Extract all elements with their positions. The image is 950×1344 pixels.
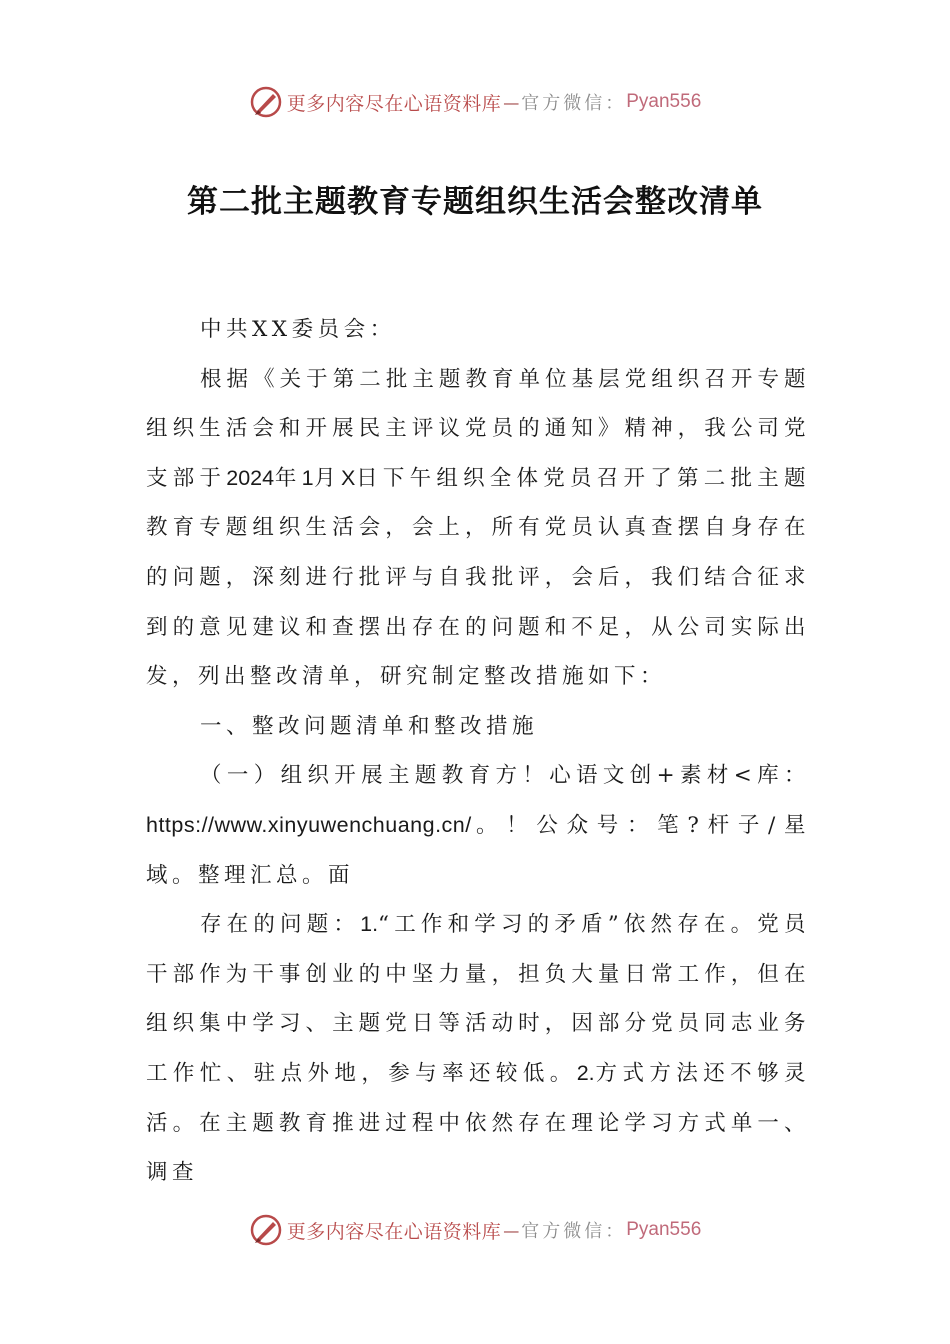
paragraph-problems: [146, 900, 810, 1198]
banner-title: 更多内容尽在心语资料库: [286, 92, 502, 115]
intro-text-b: 年: [274, 465, 302, 491]
pen-logo-icon: [249, 85, 283, 119]
banner-label: 官方微信：: [521, 1221, 627, 1242]
problem-text-2: 方式方法还不够灵活。在主题教育推进过程中依然存在理论学习方式单一、调查: [146, 1060, 810, 1186]
pen-logo-icon: [249, 1213, 283, 1247]
header-banner: [0, 82, 950, 122]
banner-title: 更多内容尽在心语资料库: [286, 1220, 502, 1243]
intro-text-a: 根据《关于第二批主题教育单位基层党组织召开专题组织生活会和开展民主评议党员的通知》精神，我公司党支部于: [146, 366, 810, 491]
problem-text-1: “工作和学习的矛盾”依然存在。党员干部作为干事创业的中坚力量，担负大量日常工作，但在组织集中学习、主题党日等活动时，因部分党员同志业务工作忙、驻点外地，参与率还较低。: [146, 912, 810, 1086]
intro-text-c: 月: [313, 465, 342, 491]
problem-number-2: 2.: [576, 1060, 595, 1085]
problem-number-1: 1.: [360, 912, 379, 937]
intro-text-d: 日下午组织全体党员召开了第二批主题教育专题组织生活会，会上，所有党员认真查摆自身存在的问题，深刻进行批评与自我批评，会后，我们结合征求到的意见建议和查摆出存在的问题和不足，从公司实际出发，列出整改清单，研究制定整改措施如下：: [146, 465, 810, 690]
footer-banner: [0, 1210, 950, 1250]
section-heading-1: 一、整改问题清单和整改措施: [200, 713, 539, 739]
problems-lead: 存在的问题：: [200, 912, 361, 938]
subsection-url: https://www.xinyuwenchuang.cn/: [146, 812, 472, 837]
document-title: 第二批主题教育专题组织生活会整改清单: [187, 184, 763, 220]
subsection-1: [146, 751, 810, 900]
banner-wechat-id: Pyan556: [626, 1219, 702, 1240]
intro-month: 1: [301, 465, 314, 490]
paragraph-intro: [146, 355, 810, 702]
subsection-text-b: 。！公众号：笔?杆子/星域。整理汇总。面: [146, 812, 810, 888]
banner-wechat-id: Pyan556: [626, 91, 702, 112]
salutation: 中共XX委员会：: [200, 317, 396, 342]
intro-year: 2024: [226, 465, 275, 490]
banner-label: 官方微信：: [521, 93, 627, 114]
subsection-text-a: （一）组织开展主题教育方！心语文创+素材<库：: [200, 763, 810, 789]
document-body: [146, 305, 810, 1198]
banner-dash: —: [503, 92, 520, 112]
intro-day: X: [341, 465, 356, 490]
banner-dash: —: [503, 1220, 520, 1240]
